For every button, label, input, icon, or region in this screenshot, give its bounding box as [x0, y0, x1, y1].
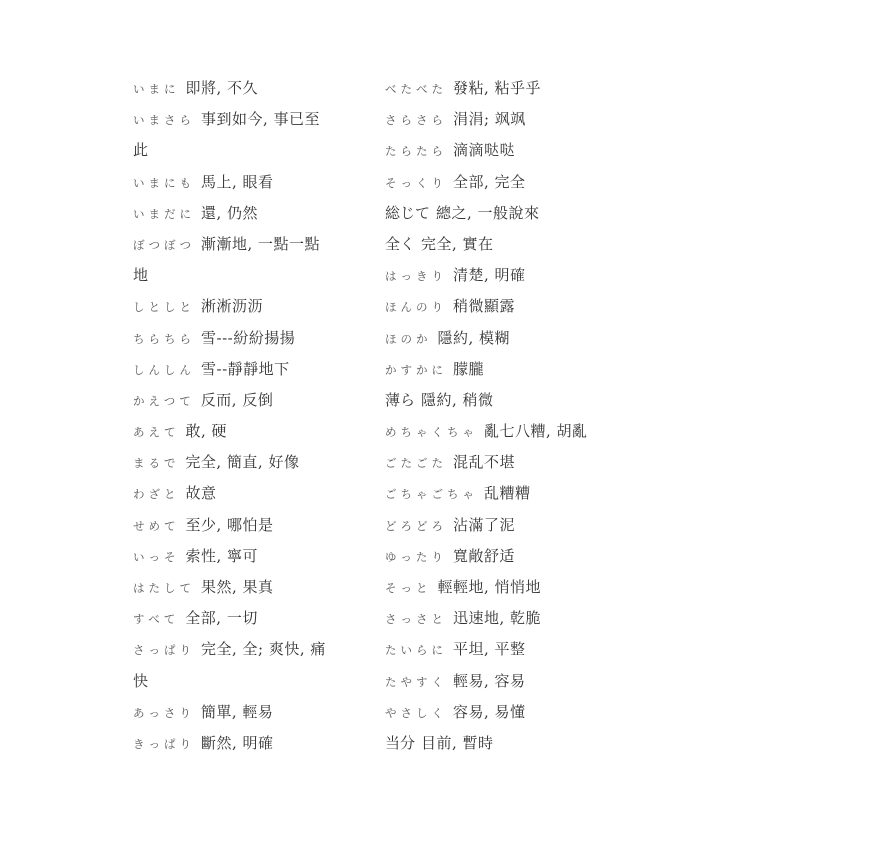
vocab-entry: [385, 669, 855, 700]
entry-meaning: 隱約, 稍微: [421, 390, 494, 409]
entry-term: せめて: [133, 518, 180, 533]
entry-term: あっさり: [133, 705, 195, 720]
vocab-entry: [385, 294, 855, 325]
vocab-entry: [133, 294, 385, 325]
entry-term: どろどろ: [385, 518, 447, 533]
entry-term: 総じて: [385, 203, 431, 222]
entry-term: べたべた: [385, 82, 447, 96]
entry-term: そっと: [385, 581, 432, 595]
entry-continuation: 快: [133, 671, 149, 690]
vocab-entry: [133, 731, 385, 762]
entry-meaning: 清楚, 明確: [453, 266, 526, 285]
entry-meaning: 滴滴哒哒: [453, 141, 516, 160]
entry-term: 薄ら: [385, 390, 416, 409]
entry-meaning: 總之, 一般說來: [436, 203, 540, 222]
vocab-entry: [385, 263, 855, 294]
entry-term: そっくり: [385, 175, 447, 190]
vocab-entry: [385, 138, 855, 169]
entry-term: まるで: [133, 456, 180, 471]
entry-meaning: 發粘, 粘乎乎: [453, 79, 542, 97]
entry-term: いまに: [133, 82, 180, 96]
entry-meaning: 寬敞舒适: [452, 546, 515, 565]
entry-term: さっぱり: [133, 643, 195, 658]
vocab-entry: [385, 388, 855, 419]
entry-meaning: 至少, 哪怕是: [185, 515, 274, 534]
vocab-entry: [385, 544, 855, 575]
vocab-entry: [133, 107, 385, 138]
vocab-entry: [385, 731, 855, 762]
entry-term: 全く: [385, 234, 416, 253]
entry-term: やさしく: [385, 705, 447, 720]
entry-meaning: 亂七八糟, 胡亂: [484, 422, 588, 441]
vocab-entry: [385, 700, 855, 731]
entry-term: さらさら: [385, 113, 447, 128]
vocab-entry: [385, 170, 855, 201]
entry-meaning: 漸漸地, 一點一點: [201, 234, 321, 253]
entry-meaning: 輕輕地, 悄悄地: [437, 578, 542, 596]
entry-term: ごちゃごちゃ: [385, 487, 478, 502]
entry-term: はっきり: [385, 269, 447, 284]
vocab-entry: [133, 388, 385, 419]
entry-meaning: 即將, 不久: [185, 79, 259, 97]
entry-meaning: 容易, 易懂: [453, 702, 526, 721]
entry-term: さっさと: [385, 612, 447, 627]
entry-meaning: 全部, 完全: [453, 172, 526, 191]
entry-meaning: 朦朧: [453, 359, 485, 378]
vocab-entry: [385, 326, 855, 357]
entry-term: あえて: [133, 425, 180, 440]
entry-term: いまにも: [133, 175, 195, 190]
entry-term: きっぱり: [133, 736, 195, 751]
entry-meaning: 平坦, 平整: [453, 640, 526, 659]
entry-meaning: 淅淅沥沥: [201, 297, 264, 316]
entry-meaning: 沾滿了泥: [453, 515, 516, 534]
entry-term: いまさら: [133, 113, 195, 128]
entry-continuation: 地: [133, 266, 149, 285]
entry-meaning: 輕易, 容易: [453, 671, 526, 690]
left-column: [133, 76, 385, 762]
entry-meaning: 全部, 一切: [185, 609, 258, 628]
vocab-entry: [133, 450, 385, 481]
entry-meaning: 迅速地, 乾脆: [453, 609, 542, 628]
vocab-entry: [133, 669, 385, 700]
vocab-entry: [133, 637, 385, 668]
entry-term: いまだに: [133, 206, 195, 221]
entry-term: すべて: [133, 612, 180, 627]
entry-term: ぼつぼつ: [133, 237, 195, 252]
vocab-entry: [385, 232, 855, 263]
entry-meaning: 反而, 反倒: [200, 390, 274, 409]
vocab-entry: [133, 700, 385, 731]
entry-meaning: 稍微顯露: [453, 297, 516, 316]
vocab-entry: [133, 513, 385, 544]
entry-meaning: 斷然, 明確: [201, 733, 274, 752]
entry-term: はたして: [133, 581, 195, 595]
entry-meaning: 故意: [185, 484, 217, 503]
entry-term: ほのか: [385, 331, 432, 346]
vocab-entry: [385, 606, 855, 637]
vocab-entry: [385, 575, 855, 606]
vocab-entry: [385, 76, 855, 107]
right-column: [385, 76, 855, 762]
entry-meaning: 乱糟糟: [484, 484, 531, 503]
entry-term: かえつて: [133, 393, 195, 408]
entry-term: いっそ: [133, 549, 180, 564]
entry-term: めちゃくちゃ: [385, 425, 478, 440]
entry-term: ほんのり: [385, 300, 447, 315]
entry-meaning: 混乱不堪: [453, 453, 516, 472]
vocab-entry: [133, 170, 385, 201]
entry-meaning: 完全, 全; 爽快, 痛: [201, 640, 326, 659]
entry-term: しとしと: [133, 300, 195, 315]
vocab-entry: [385, 513, 855, 544]
entry-meaning: 馬上, 眼看: [201, 172, 274, 191]
vocab-entry: [385, 419, 855, 450]
entry-meaning: 完全, 實在: [421, 234, 494, 253]
vocab-entry: [133, 263, 385, 294]
entry-meaning: 簡單, 輕易: [200, 702, 274, 721]
vocab-entry: [133, 575, 385, 606]
entry-meaning: 雪--靜靜地下: [201, 359, 290, 378]
entry-term: しんしん: [133, 362, 195, 377]
vocab-entry: [133, 201, 385, 232]
entry-continuation: 此: [133, 141, 149, 160]
entry-term: ちらちら: [133, 331, 195, 346]
vocab-entry: [133, 606, 385, 637]
entry-meaning: 目前, 暫時: [421, 733, 494, 752]
vocab-entry: [133, 481, 385, 512]
entry-meaning: 索性, 寧可: [185, 546, 259, 565]
vocab-entry: [385, 637, 855, 668]
entry-meaning: 事到如今, 事已至: [201, 110, 321, 129]
vocab-entry: [385, 107, 855, 138]
vocab-entry: [385, 450, 855, 481]
vocab-entry: [385, 201, 855, 232]
entry-meaning: 敢, 硬: [185, 422, 228, 441]
entry-meaning: 完全, 簡直, 好像: [185, 453, 300, 472]
entry-meaning: 還, 仍然: [201, 203, 259, 222]
entry-term: ゆったり: [385, 549, 447, 564]
vocab-entry: [133, 326, 385, 357]
vocab-entry: [385, 357, 855, 388]
entry-term: たらたら: [385, 144, 447, 159]
vocab-entry: [133, 232, 385, 263]
entry-term: かすかに: [385, 362, 447, 377]
entry-meaning: 果然, 果真: [201, 578, 274, 596]
entry-meaning: 隱約, 模糊: [437, 328, 511, 347]
vocab-entry: [133, 544, 385, 575]
entry-term: たいらに: [385, 643, 447, 658]
vocab-entry: [385, 481, 855, 512]
entry-term: ごたごた: [385, 456, 447, 471]
vocab-entry: [133, 76, 385, 107]
entry-meaning: 涓涓; 飒飒: [453, 110, 526, 129]
vocab-entry: [133, 357, 385, 388]
vocab-entry: [133, 419, 385, 450]
entry-term: 当分: [385, 733, 416, 752]
entry-term: わざと: [133, 487, 180, 502]
entry-meaning: 雪---紛紛揚揚: [201, 328, 296, 347]
entry-term: たやすく: [385, 674, 447, 689]
vocab-entry: [133, 138, 385, 169]
